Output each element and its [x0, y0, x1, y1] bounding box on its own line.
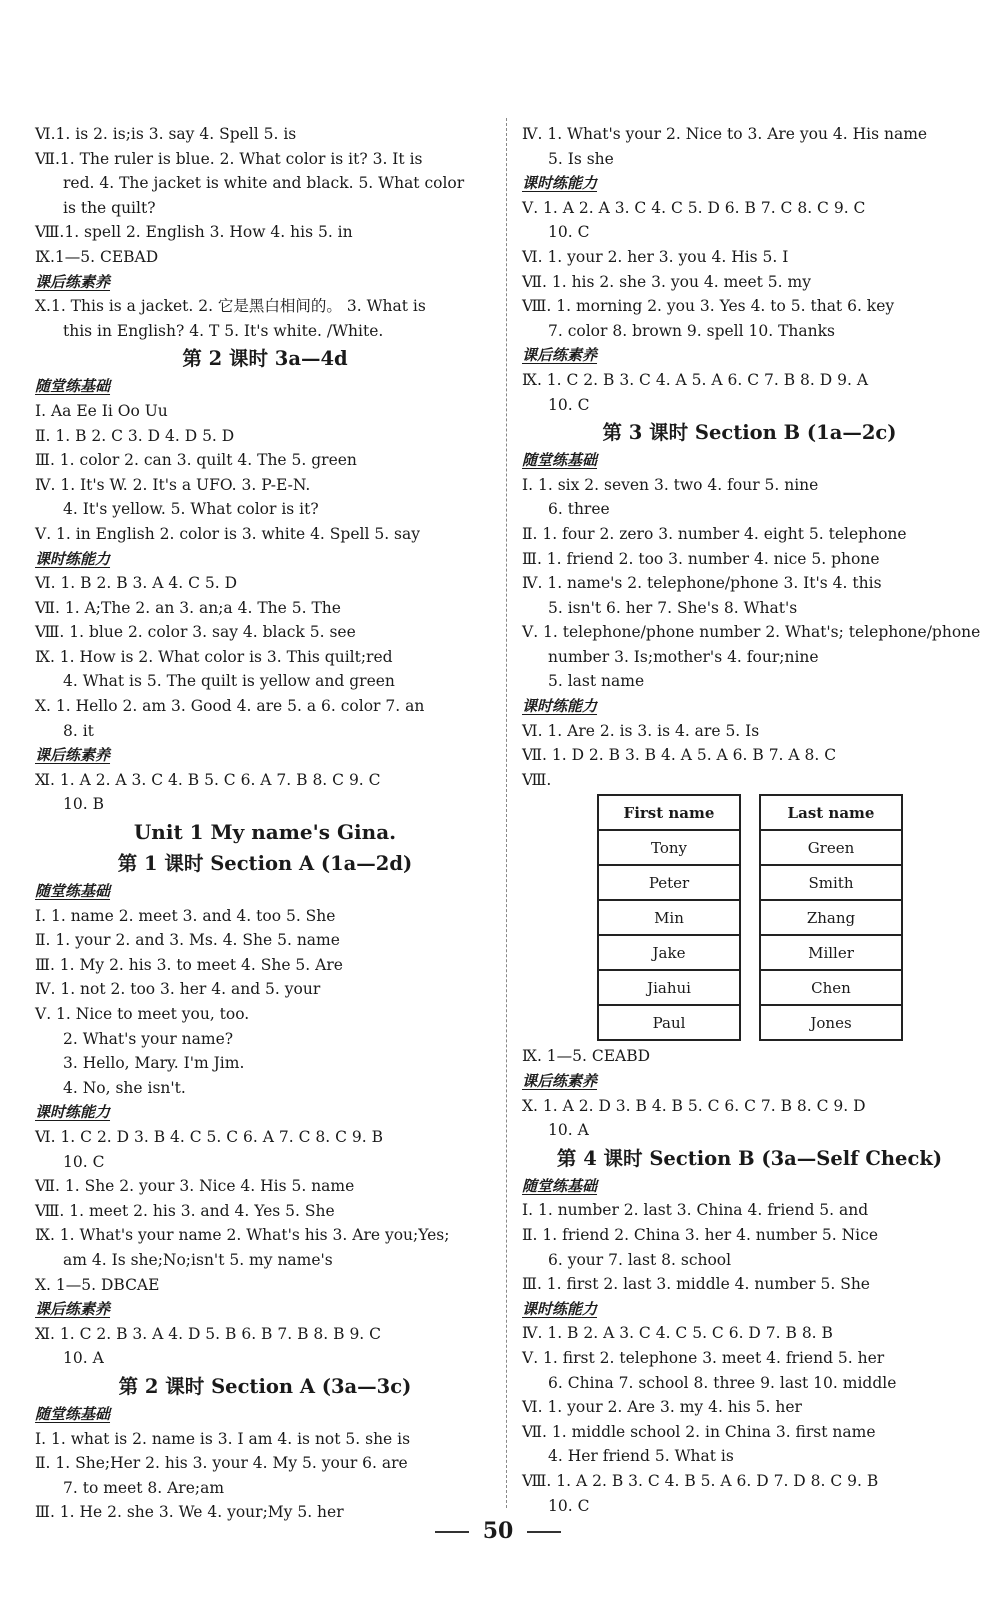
- answer-line-continued: number 3. Is;mother's 4. four;nine: [548, 647, 819, 666]
- table-row: [598, 1005, 740, 1040]
- answer-line: Ⅱ. 1. your 2. and 3. Ms. 4. She 5. name: [35, 931, 340, 950]
- section-heading: 随堂练基础: [35, 1404, 111, 1423]
- answer-line: Ⅵ. 1. B 2. B 3. A 4. C 5. D: [35, 574, 237, 593]
- lesson-title: 第 1 课时 Section A (1a—2d): [117, 852, 413, 876]
- answer-line: Ⅹ. 1. Hello 2. am 3. Good 4. are 5. a 6. color 7. an: [35, 697, 425, 716]
- answer-line: Ⅲ. 1. My 2. his 3. to meet 4. She 5. Are: [35, 955, 343, 974]
- first-name-cell: Jake: [598, 935, 740, 970]
- section-heading: 课后练素养: [35, 746, 111, 765]
- right-column: [522, 122, 981, 1518]
- answer-line: Ⅲ. 1. He 2. she 3. We 4. your;My 5. her: [35, 1503, 344, 1522]
- answer-line: Ⅳ. 1. B 2. A 3. C 4. C 5. C 6. D 7. B 8. B: [522, 1324, 833, 1343]
- table-row: [598, 830, 740, 865]
- right-bottom-section: [522, 1044, 977, 1518]
- section-heading: 课时练能力: [522, 1299, 598, 1318]
- section-heading: 课后练素养: [35, 1300, 111, 1319]
- section-heading: 课时练能力: [35, 549, 111, 568]
- answer-line: Ⅷ. 1. blue 2. color 3. say 4. black 5. see: [35, 623, 356, 642]
- answer-line-continued: 7. color 8. brown 9. spell 10. Thanks: [548, 321, 835, 340]
- answer-line: Ⅳ. 1. It's W. 2. It's a UFO. 3. P-E-N.: [35, 475, 311, 494]
- answer-line-continued: 4. No, she isn't.: [63, 1078, 186, 1097]
- answer-line: Ⅰ. 1. six 2. seven 3. two 4. four 5. nine: [522, 475, 819, 494]
- first-name-cell: Tony: [598, 830, 740, 865]
- answer-line-continued: is the quilt?: [63, 198, 156, 217]
- answer-line: Ⅹ. 1—5. DBCAE: [35, 1275, 160, 1294]
- answer-line-continued: red. 4. The jacket is white and black. 5. What color: [63, 174, 465, 193]
- first-name-header: First name: [598, 795, 740, 830]
- answer-line: Ⅴ. 1. telephone/phone number 2. What's; telephone/phone: [522, 623, 981, 642]
- last-name-cell: Miller: [760, 935, 902, 970]
- right-top-section: [522, 122, 981, 792]
- answer-line: Ⅺ. 1. A 2. A 3. C 4. B 5. C 6. A 7. B 8. C 9. C: [35, 770, 381, 789]
- table-row: [598, 865, 740, 900]
- section-heading: 随堂练基础: [522, 451, 598, 470]
- answer-line-continued: 3. Hello, Mary. I'm Jim.: [63, 1054, 245, 1073]
- answer-line: Ⅴ. 1. A 2. A 3. C 4. C 5. D 6. B 7. C 8. C 9. C: [522, 198, 866, 217]
- answer-line-continued: 10. C: [63, 1152, 105, 1171]
- answer-line: Ⅰ. 1. what is 2. name is 3. I am 4. is not 5. she is: [35, 1429, 411, 1448]
- answer-line: Ⅸ. 1. How is 2. What color is 3. This quilt;red: [35, 647, 393, 666]
- first-name-cell: Peter: [598, 865, 740, 900]
- answer-line-continued: 10. B: [63, 795, 104, 814]
- answer-line: Ⅳ. 1. name's 2. telephone/phone 3. It's 4. this: [522, 574, 882, 593]
- first-name-cell: Jiahui: [598, 970, 740, 1005]
- answer-line-continued: 5. Is she: [548, 149, 614, 168]
- section-heading: 随堂练基础: [522, 1176, 598, 1195]
- answer-line: Ⅶ. 1. A;The 2. an 3. an;a 4. The 5. The: [35, 598, 341, 617]
- answer-line: Ⅴ. 1. in English 2. color is 3. white 4. Spell 5. say: [35, 524, 421, 543]
- answer-line-continued: 10. A: [548, 1121, 589, 1140]
- name-tables: [522, 794, 977, 1041]
- answer-line-continued: 6. three: [548, 500, 610, 519]
- answer-line: Ⅸ.1—5. CEBAD: [35, 247, 159, 266]
- page-number-text: 50: [482, 1518, 514, 1544]
- answer-line-continued: 10. C: [548, 395, 590, 414]
- answer-line: Ⅰ. 1. name 2. meet 3. and 4. too 5. She: [35, 906, 336, 925]
- table-row: [760, 970, 902, 1005]
- answer-line: Ⅰ. Aa Ee Ii Oo Uu: [35, 401, 168, 420]
- last-name-cell: Jones: [760, 1005, 902, 1040]
- lesson-title: 第 4 课时 Section B (3a—Self Check): [556, 1146, 943, 1170]
- answer-line-continued: this in English? 4. T 5. It's white. /White.: [63, 321, 384, 340]
- answer-line: Ⅸ. 1. C 2. B 3. C 4. A 5. A 6. C 7. B 8. D 9. A: [522, 370, 869, 389]
- answer-line: Ⅱ. 1. B 2. C 3. D 4. D 5. D: [35, 426, 235, 445]
- answer-line: Ⅷ.: [522, 770, 552, 789]
- answer-line-continued: 7. to meet 8. Are;am: [63, 1478, 225, 1497]
- answer-line-continued: 5. last name: [548, 672, 645, 691]
- last-name-cell: Green: [760, 830, 902, 865]
- last-name-header: Last name: [760, 795, 902, 830]
- table-row: [598, 935, 740, 970]
- answer-line: Ⅴ. 1. Nice to meet you, too.: [35, 1005, 250, 1023]
- first-name-table: [597, 794, 741, 1041]
- answer-line: Ⅳ. 1. What's your 2. Nice to 3. Are you 4. His name: [522, 125, 928, 143]
- answer-line: Ⅱ. 1. friend 2. China 3. her 4. number 5. Nice: [522, 1226, 878, 1244]
- answer-line: Ⅸ. 1. What's your name 2. What's his 3. Are you;Yes;: [35, 1226, 450, 1245]
- lesson-title: 第 2 课时 Section A (3a—3c): [118, 1374, 412, 1398]
- answer-line: Ⅶ. 1. D 2. B 3. B 4. A 5. A 6. B 7. A 8. C: [522, 746, 837, 765]
- table-row: [760, 935, 902, 970]
- answer-line: Ⅹ.1. This is a jacket. 2. 它是黑白相间的。 3. What is: [35, 297, 426, 316]
- answer-line-continued: 8. it: [63, 721, 94, 740]
- answer-line-continued: 6. China 7. school 8. three 9. last 10. middle: [548, 1373, 897, 1392]
- left-column: [35, 122, 495, 1525]
- section-heading: 课后练素养: [35, 272, 111, 291]
- answer-line: Ⅵ. 1. Are 2. is 3. is 4. are 5. Is: [522, 721, 760, 740]
- answer-line: Ⅵ.1. is 2. is;is 3. say 4. Spell 5. is: [35, 125, 297, 143]
- answer-line: Ⅷ. 1. A 2. B 3. C 4. B 5. A 6. D 7. D 8. C 9. B: [522, 1471, 879, 1490]
- answer-line: Ⅶ.1. The ruler is blue. 2. What color is it? 3. It is: [35, 149, 423, 168]
- answer-line: Ⅺ. 1. C 2. B 3. A 4. D 5. B 6. B 7. B 8. B 9. C: [35, 1324, 382, 1343]
- answer-line: Ⅱ. 1. She;Her 2. his 3. your 4. My 5. your 6. are: [35, 1454, 408, 1473]
- answer-line: Ⅳ. 1. not 2. too 3. her 4. and 5. your: [35, 980, 321, 999]
- answer-line-continued: 4. What is 5. The quilt is yellow and green: [63, 672, 395, 691]
- section-heading: 课时练能力: [522, 697, 598, 716]
- answer-line: Ⅷ. 1. meet 2. his 3. and 4. Yes 5. She: [35, 1201, 335, 1220]
- answer-line-continued: 6. your 7. last 8. school: [548, 1250, 732, 1269]
- answer-line-continued: am 4. Is she;No;isn't 5. my name's: [63, 1250, 333, 1269]
- first-name-cell: Min: [598, 900, 740, 935]
- section-heading: 课时练能力: [522, 174, 598, 193]
- answer-line: Ⅹ. 1. A 2. D 3. B 4. B 5. C 6. C 7. B 8. C 9. D: [522, 1096, 866, 1115]
- answer-line: Ⅶ. 1. She 2. your 3. Nice 4. His 5. name: [35, 1177, 355, 1196]
- section-heading: 课时练能力: [35, 1103, 111, 1122]
- section-heading: 随堂练基础: [35, 882, 111, 901]
- column-divider: [506, 118, 507, 1508]
- answer-line: Ⅱ. 1. four 2. zero 3. number 4. eight 5. telephone: [522, 524, 907, 543]
- lesson-title: 第 3 课时 Section B (1a—2c): [602, 421, 897, 445]
- table-row: [760, 900, 902, 935]
- answer-line: Ⅲ. 1. first 2. last 3. middle 4. number 5. She: [522, 1275, 870, 1294]
- answer-line: Ⅲ. 1. friend 2. too 3. number 4. nice 5. phone: [522, 549, 880, 568]
- first-name-cell: Paul: [598, 1005, 740, 1040]
- section-heading: 随堂练基础: [35, 377, 111, 396]
- table-row: [598, 900, 740, 935]
- last-name-table: [759, 794, 903, 1041]
- page-number: [0, 1518, 996, 1544]
- answer-line: Ⅸ. 1—5. CEABD: [522, 1047, 651, 1066]
- section-heading: 课后练素养: [522, 346, 598, 365]
- lesson-title: 第 2 课时 3a—4d: [182, 347, 348, 371]
- answer-line: Ⅵ. 1. C 2. D 3. B 4. C 5. C 6. A 7. C 8. C 9. B: [35, 1127, 384, 1146]
- table-row: [760, 1005, 902, 1040]
- answer-line-continued: 5. isn't 6. her 7. She's 8. What's: [548, 598, 798, 617]
- answer-line: Ⅴ. 1. first 2. telephone 3. meet 4. friend 5. her: [522, 1348, 885, 1367]
- last-name-cell: Chen: [760, 970, 902, 1005]
- table-row: [760, 830, 902, 865]
- answer-line-continued: 2. What's your name?: [63, 1029, 234, 1048]
- answer-line-continued: 4. Her friend 5. What is: [548, 1447, 734, 1466]
- answer-line: Ⅵ. 1. your 2. her 3. you 4. His 5. I: [522, 247, 789, 266]
- answer-line-continued: 10. C: [548, 1496, 590, 1515]
- last-name-cell: Smith: [760, 865, 902, 900]
- table-row: [598, 970, 740, 1005]
- answer-line-continued: 10. C: [548, 223, 590, 242]
- answer-line: Ⅷ. 1. morning 2. you 3. Yes 4. to 5. that 6. key: [522, 297, 895, 316]
- answer-line: Ⅵ. 1. your 2. Are 3. my 4. his 5. her: [522, 1398, 802, 1417]
- answer-line: Ⅶ. 1. middle school 2. in China 3. first name: [522, 1422, 876, 1441]
- section-heading: 课后练素养: [522, 1072, 598, 1091]
- table-row: [760, 865, 902, 900]
- answer-line: Ⅲ. 1. color 2. can 3. quilt 4. The 5. green: [35, 451, 357, 470]
- last-name-cell: Zhang: [760, 900, 902, 935]
- answer-line: Ⅷ.1. spell 2. English 3. How 4. his 5. in: [35, 223, 353, 242]
- answer-line: Ⅰ. 1. number 2. last 3. China 4. friend 5. and: [522, 1201, 869, 1220]
- unit-title: Unit 1 My name's Gina.: [133, 820, 397, 845]
- answer-line-continued: 4. It's yellow. 5. What color is it?: [63, 500, 319, 519]
- answer-line-continued: 10. A: [63, 1349, 104, 1368]
- answer-line: Ⅶ. 1. his 2. she 3. you 4. meet 5. my: [522, 272, 811, 291]
